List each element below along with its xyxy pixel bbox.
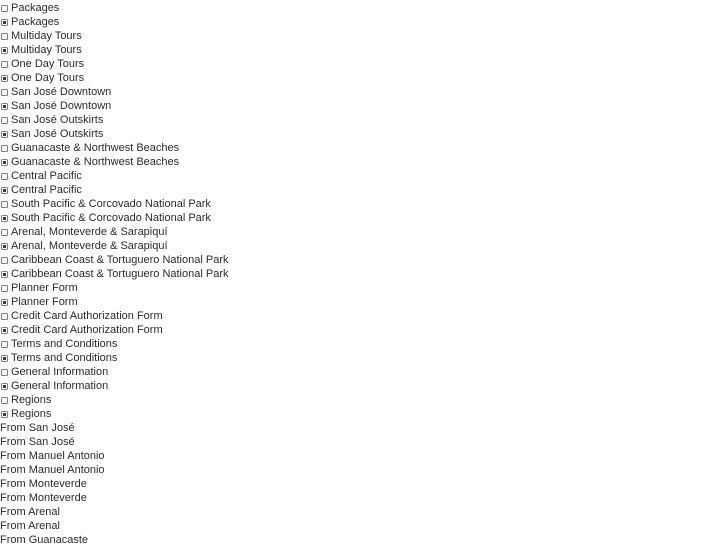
list-item: [0, 183, 727, 197]
list-item: [0, 211, 727, 225]
list-item-label: Credit Card Authorization Form: [11, 310, 163, 322]
list-item: [0, 421, 727, 435]
radio-unchecked-icon[interactable]: [1, 369, 8, 376]
list-item: [0, 491, 727, 505]
radio-checked-icon[interactable]: [1, 47, 8, 54]
radio-checked-icon[interactable]: [1, 271, 8, 278]
radio-checked-icon[interactable]: [1, 215, 8, 222]
list-item-label: South Pacific & Corcovado National Park: [11, 212, 211, 224]
list-item: [0, 155, 727, 169]
list-item: [0, 449, 727, 463]
list-item: [0, 127, 727, 141]
list-item-label: Guanacaste & Northwest Beaches: [11, 142, 180, 154]
list-item-label: Packages: [11, 16, 60, 28]
list-item: [0, 519, 727, 533]
list-item: [0, 43, 727, 57]
radio-checked-icon[interactable]: [1, 299, 8, 306]
list-item-label: From Manuel Antonio: [0, 450, 105, 462]
list-item: [0, 309, 727, 323]
list-item: [0, 239, 727, 253]
list-item-label: Guanacaste & Northwest Beaches: [11, 156, 180, 168]
list-item-label: Arenal, Monteverde & Sarapiquí: [11, 226, 168, 238]
list-item-label: Caribbean Coast & Tortuguero National Park: [11, 268, 229, 280]
list-item-label: Multiday Tours: [11, 30, 82, 42]
list-item: [0, 225, 727, 239]
radio-unchecked-icon[interactable]: [1, 229, 8, 236]
list-item: [0, 29, 727, 43]
list-item: [0, 113, 727, 127]
radio-unchecked-icon[interactable]: [1, 61, 8, 68]
radio-unchecked-icon[interactable]: [1, 257, 8, 264]
list-item: [0, 15, 727, 29]
list-item: [0, 85, 727, 99]
radio-unchecked-icon[interactable]: [1, 117, 8, 124]
list-item-label: Multiday Tours: [11, 44, 82, 56]
radio-unchecked-icon[interactable]: [1, 173, 8, 180]
list-item-label: Terms and Conditions: [11, 338, 118, 350]
list-item-label: General Information: [11, 366, 109, 378]
list-item: [0, 351, 727, 365]
list-item: [0, 463, 727, 477]
list-item-label: Packages: [11, 2, 60, 14]
radio-checked-icon[interactable]: [1, 103, 8, 110]
list-item: [0, 197, 727, 211]
radio-unchecked-icon[interactable]: [1, 313, 8, 320]
list-item: [0, 337, 727, 351]
list-item-label: One Day Tours: [11, 72, 85, 84]
list-item: [0, 71, 727, 85]
list-item-label: From Monteverde: [0, 492, 87, 504]
radio-unchecked-icon[interactable]: [1, 341, 8, 348]
list-item: [0, 379, 727, 393]
list-item-label: Regions: [11, 408, 52, 420]
list-item: [0, 141, 727, 155]
radio-checked-icon[interactable]: [1, 383, 8, 390]
list-item-label: Regions: [11, 394, 52, 406]
list-item: [0, 295, 727, 309]
list-item-label: General Information: [11, 380, 109, 392]
list-item-label: Central Pacific: [11, 170, 82, 182]
list-item-label: San José Outskirts: [11, 128, 104, 140]
list-item: [0, 169, 727, 183]
list-item-label: Caribbean Coast & Tortuguero National Park: [11, 254, 229, 266]
radio-checked-icon[interactable]: [1, 355, 8, 362]
radio-checked-icon[interactable]: [1, 159, 8, 166]
list-item-label: One Day Tours: [11, 58, 85, 70]
list-item-label: From Arenal: [0, 520, 60, 532]
radio-checked-icon[interactable]: [1, 411, 8, 418]
radio-unchecked-icon[interactable]: [1, 285, 8, 292]
list-item: [0, 435, 727, 449]
list-item-label: San José Outskirts: [11, 114, 104, 126]
list-item: [0, 393, 727, 407]
list-item-label: Terms and Conditions: [11, 352, 118, 364]
list-item: [0, 281, 727, 295]
list-item-label: From San José: [0, 436, 75, 448]
radio-unchecked-icon[interactable]: [1, 201, 8, 208]
list-item-label: San José Downtown: [11, 86, 112, 98]
list-item-label: From San José: [0, 422, 75, 434]
list-item: [0, 365, 727, 379]
list-item: [0, 57, 727, 71]
list-item: [0, 323, 727, 337]
radio-unchecked-icon[interactable]: [1, 89, 8, 96]
list-item-label: Credit Card Authorization Form: [11, 324, 163, 336]
list-item: [0, 477, 727, 491]
list-item-label: Arenal, Monteverde & Sarapiquí: [11, 240, 168, 252]
list-item: [0, 505, 727, 519]
list-item-label: Planner Form: [11, 282, 78, 294]
radio-unchecked-icon[interactable]: [1, 33, 8, 40]
radio-unchecked-icon[interactable]: [1, 5, 8, 12]
radio-checked-icon[interactable]: [1, 187, 8, 194]
list-item: [0, 407, 727, 421]
list-item-label: San José Downtown: [11, 100, 112, 112]
radio-unchecked-icon[interactable]: [1, 145, 8, 152]
list-item: [0, 533, 727, 545]
radio-checked-icon[interactable]: [1, 243, 8, 250]
list-item-label: From Guanacaste: [0, 534, 89, 545]
list-item: [0, 1, 727, 15]
list-item: [0, 267, 727, 281]
radio-checked-icon[interactable]: [1, 327, 8, 334]
radio-unchecked-icon[interactable]: [1, 397, 8, 404]
list-item-label: South Pacific & Corcovado National Park: [11, 198, 211, 210]
radio-checked-icon[interactable]: [1, 75, 8, 82]
list-item-label: From Monteverde: [0, 478, 87, 490]
list-item: [0, 253, 727, 267]
radio-checked-icon[interactable]: [1, 131, 8, 138]
list-item-label: From Arenal: [0, 506, 60, 518]
list-item: [0, 99, 727, 113]
list-item-label: Planner Form: [11, 296, 78, 308]
list-item-label: Central Pacific: [11, 184, 82, 196]
radio-checked-icon[interactable]: [1, 19, 8, 26]
list-item-label: From Manuel Antonio: [0, 464, 105, 476]
